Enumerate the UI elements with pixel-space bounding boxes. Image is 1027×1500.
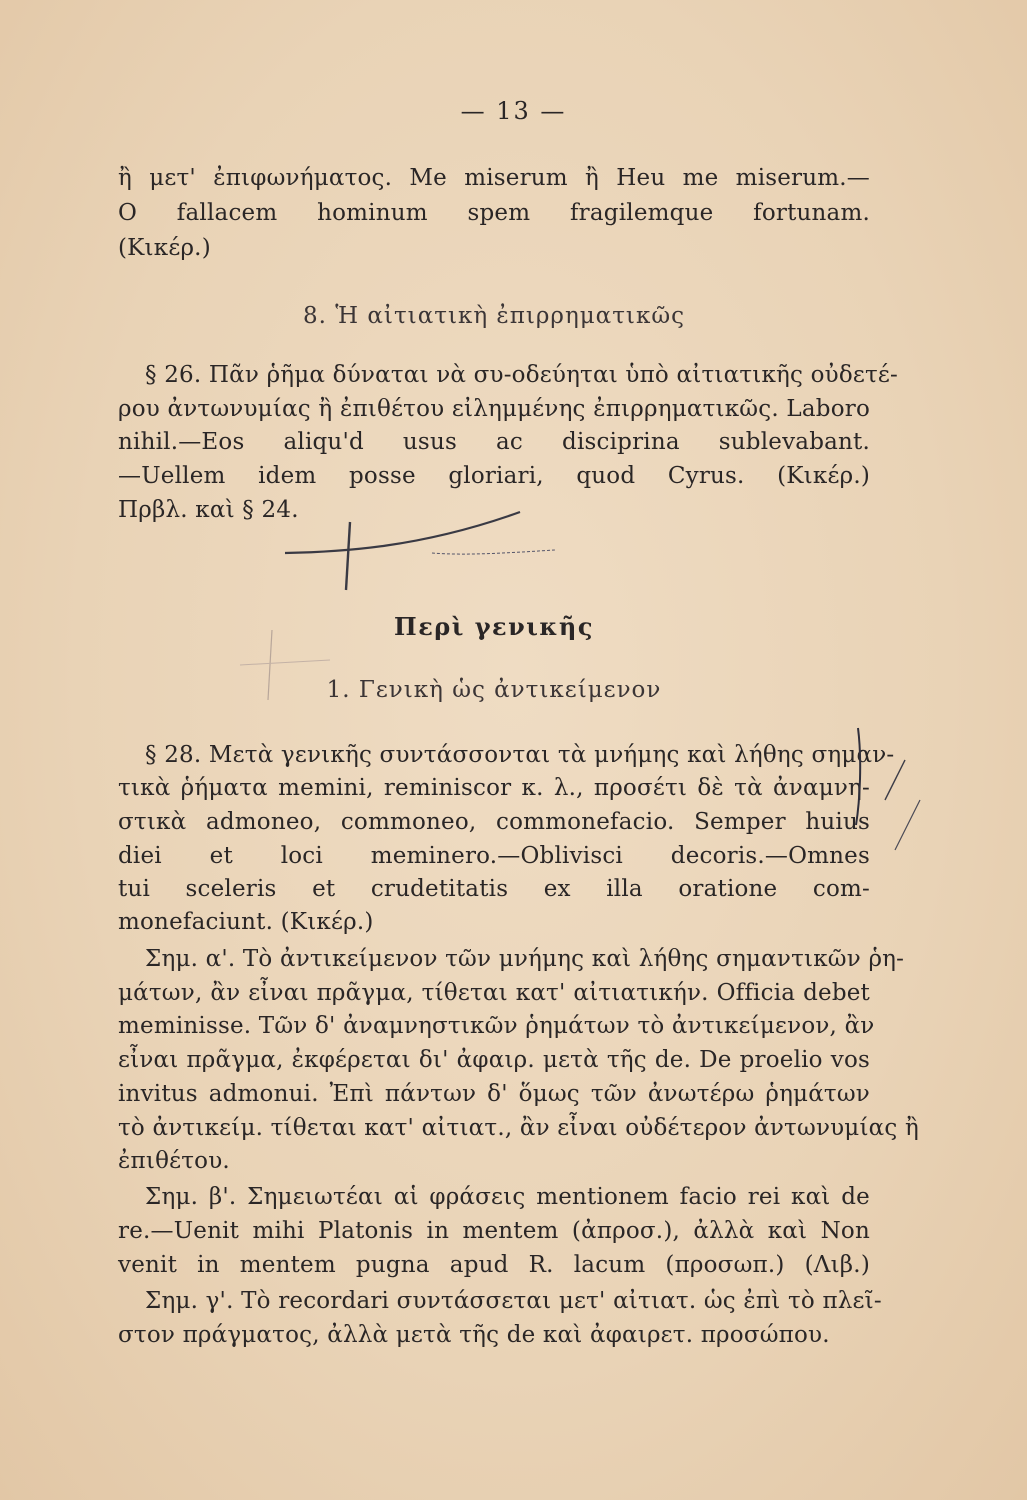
note-b-line: venit in mentem pugna apud R. lacum (προσωπ.) (Λιβ.) [118, 1252, 870, 1278]
paragraph-26-line: nihil.—Eos aliqu'd usus ac disciprina sublevabant. [118, 429, 870, 455]
note-b-line: re.—Uenit mihi Platonis in mentem (ἀπροσ.), ἀλλὰ καὶ Non [118, 1218, 870, 1244]
paragraph-28-line: τικὰ ῥήματα memini, reminiscor κ. λ., προσέτι δὲ τὰ ἀναμνη- [118, 775, 870, 801]
pencil-stroke [240, 660, 330, 665]
text-line: O fallacem hominum spem fragilemque fortunam. [118, 200, 870, 226]
subsection-heading: 1. Γενικὴ ὡς ἀντικείμενον [326, 677, 662, 703]
pencil-stroke [346, 522, 350, 590]
paragraph-28-line: tui sceleris et crudetitatis ex illa oratione com- [118, 876, 870, 902]
note-b-line: Σημ. β'. Σημειωτέαι αἱ φράσεις mentionem facio rei καὶ de [145, 1184, 870, 1210]
paragraph-28-line: monefaciunt. (Κικέρ.) [118, 909, 374, 935]
note-a-line: ἐπιθέτου. [118, 1148, 230, 1174]
note-a-line: εἶναι πρᾶγμα, ἐκφέρεται δι' ἀφαιρ. μετὰ τῆς de. De proelio vos [118, 1047, 870, 1073]
note-a-line: Σημ. α'. Τὸ ἀντικείμενον τῶν μνήμης καὶ λήθης σημαντικῶν ῥη- [145, 946, 905, 972]
text-line: ἢ μετ' ἐπιφωνήματος. Me miserum ἢ Heu me miserum.— [118, 165, 870, 191]
page-number: — 13 — [460, 97, 567, 125]
note-c-line: Σημ. γ'. Τὸ recordari συντάσσεται μετ' αἰτιατ. ὡς ἐπὶ τὸ πλεῖ- [145, 1288, 882, 1314]
note-c-line: στον πράγματος, ἀλλὰ μετὰ τῆς de καὶ ἀφαιρετ. προσώπου. [118, 1322, 830, 1348]
note-a-line: τὸ ἀντικείμ. τίθεται κατ' αἰτιατ., ἂν εἶναι οὐδέτερον ἀντωνυμίας ἢ [118, 1115, 919, 1141]
paragraph-28-line: diei et loci meminero.—Oblivisci decoris.—Omnes [118, 843, 870, 869]
pencil-stroke [895, 800, 920, 850]
subsection-heading: 8. Ἡ αἰτιατικὴ ἐπιρρηματικῶς [303, 303, 685, 329]
section-title: Περὶ γενικῆς [394, 612, 594, 641]
pencil-stroke [432, 550, 555, 554]
note-a-line: meminisse. Τῶν δ' ἀναμνηστικῶν ῥημάτων τὸ ἀντικείμενον, ἂν [118, 1013, 875, 1039]
paragraph-28-line: § 28. Μετὰ γενικῆς συντάσσονται τὰ μνήμης καὶ λήθης σημαν- [145, 742, 895, 768]
paragraph-26-line: § 26. Πᾶν ῥῆμα δύναται νὰ συ-οδεύηται ὑπὸ αἰτιατικῆς οὐδετέ- [145, 362, 899, 388]
paragraph-26-line: ρου ἀντωνυμίας ἢ ἐπιθέτου εἰλημμένης ἐπιρρηματικῶς. Laboro [118, 396, 870, 422]
paragraph-26-line: —Uellem idem posse gloriari, quod Cyrus. (Κικέρ.) [118, 463, 870, 489]
text-line: (Κικέρ.) [118, 235, 211, 261]
note-a-line: μάτων, ἂν εἶναι πρᾶγμα, τίθεται κατ' αἰτιατικήν. Officia debet [118, 980, 870, 1006]
note-a-line: invitus admonui. Ἐπὶ πάντων δ' ὅμως τῶν ἀνωτέρω ῥημάτων [118, 1081, 870, 1107]
paragraph-26-line: Πρβλ. καὶ § 24. [118, 497, 299, 523]
paragraph-28-line: στικὰ admoneo, commoneo, commonefacio. Semper huius [118, 809, 870, 835]
